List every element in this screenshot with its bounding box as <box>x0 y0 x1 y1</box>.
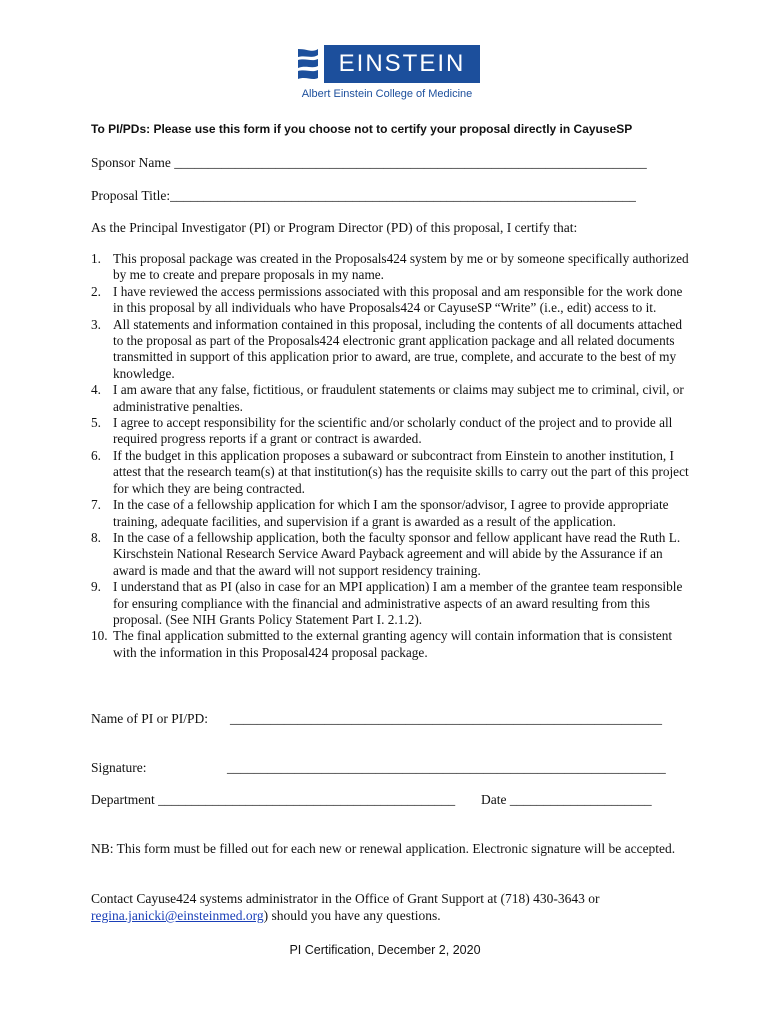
date-field[interactable]: Date _____________________ <box>481 792 652 807</box>
list-item: 8. In the case of a fellowship application, both the faculty sponsor and fellow applicant have read the Ruth L. Kirschstein National Research Service Award Payback agreement and will abide by the Assurance if an award is made and that the award will not support residency training. <box>91 529 681 578</box>
list-item: 2. I have reviewed the access permissions associated with this proposal and am responsible for the work done in this proposal by all individuals who have Proposals424 or CayuseSP “Write” (i.e., edit) access to it. <box>91 283 683 316</box>
pi-name-label: Name of PI or PI/PD: <box>91 711 208 726</box>
list-item: 5. I agree to accept responsibility for the scientific and/or scholarly conduct of the project and to provide all required progress reports if a grant or contract is awarded. <box>91 415 673 447</box>
signature-label: Signature: <box>91 760 147 775</box>
contact-suffix: ) should you have any questions. <box>263 908 441 923</box>
certification-list <box>91 251 691 661</box>
logo-wordmark-box <box>324 45 480 83</box>
list-item: 10. The final application submitted to the external granting agency will contain information that is consistent with the information in this Proposal424 proposal package. <box>91 628 673 660</box>
einstein-emblem-icon <box>294 45 322 83</box>
proposal-title-field[interactable]: Proposal Title:_____________________________________________________________________ <box>91 188 636 203</box>
nb-note: NB: This form must be filled out for each new or renewal application. Electronic signature will be accepted. <box>91 841 676 856</box>
contact-note <box>91 890 691 924</box>
list-item: 9. I understand that as PI (also in case for an MPI application) I am a member of the grantee team responsible for ensuring compliance with the financial and administrative aspects of an award resulting from this proposal. (See NIH Grants Policy Statement Part I. 2.1.2). <box>91 579 683 627</box>
department-field[interactable]: Department ____________________________________________ <box>91 792 456 807</box>
page-footer: PI Certification, December 2, 2020 <box>289 943 481 957</box>
einstein-logo <box>294 45 480 105</box>
certification-intro: As the Principal Investigator (PI) or Program Director (PD) of this proposal, I certify that: <box>91 220 578 235</box>
list-item: 6. If the budget in this application proposes a subaward or subcontract from Einstein to another institution, I attest that the research team(s) at that institution(s) has the requisite skills to carry out the part of this project for which they are being contracted. <box>91 447 689 496</box>
sponsor-name-field[interactable]: Sponsor Name ______________________________________________________________________ <box>91 155 647 170</box>
list-item: 1. This proposal package was created in the Proposals424 system by me or by someone specifically authorized by me to create and prepare proposals in my name. <box>91 251 689 283</box>
pi-name-field[interactable]: ________________________________________________________________ <box>230 711 662 726</box>
logo-wordmark: EINSTEIN <box>338 50 466 77</box>
signature-field[interactable]: _________________________________________________________________ <box>227 760 666 775</box>
list-item: 4. I am aware that any false, fictitious, or fraudulent statements or claims may subject me to criminal, civil, or administrative penalties. <box>91 382 684 414</box>
instruction-heading: To PI/PDs: Please use this form if you choose not to certify your proposal directly in CayuseSP <box>91 122 633 136</box>
contact-email-link[interactable]: regina.janicki@einsteinmed.org <box>91 908 264 923</box>
list-item: 3. All statements and information contained in this proposal, including the contents of all documents attached to the proposal as part of the Proposals424 electronic grant application package and all related documents transmitted in support of this application prior to award, are true, complete, and accurate to the best of my knowledge. <box>91 316 683 381</box>
list-item: 7. In the case of a fellowship application for which I am the sponsor/advisor, I agree to provide appropriate training, adequate facilities, and supervision if a grant is awarded as a result of the application. <box>91 497 669 529</box>
contact-prefix: Contact Cayuse424 systems administrator in the Office of Grant Support at (718) 430-3643 or <box>91 891 600 906</box>
logo-subtitle: Albert Einstein College of Medicine <box>301 88 473 100</box>
